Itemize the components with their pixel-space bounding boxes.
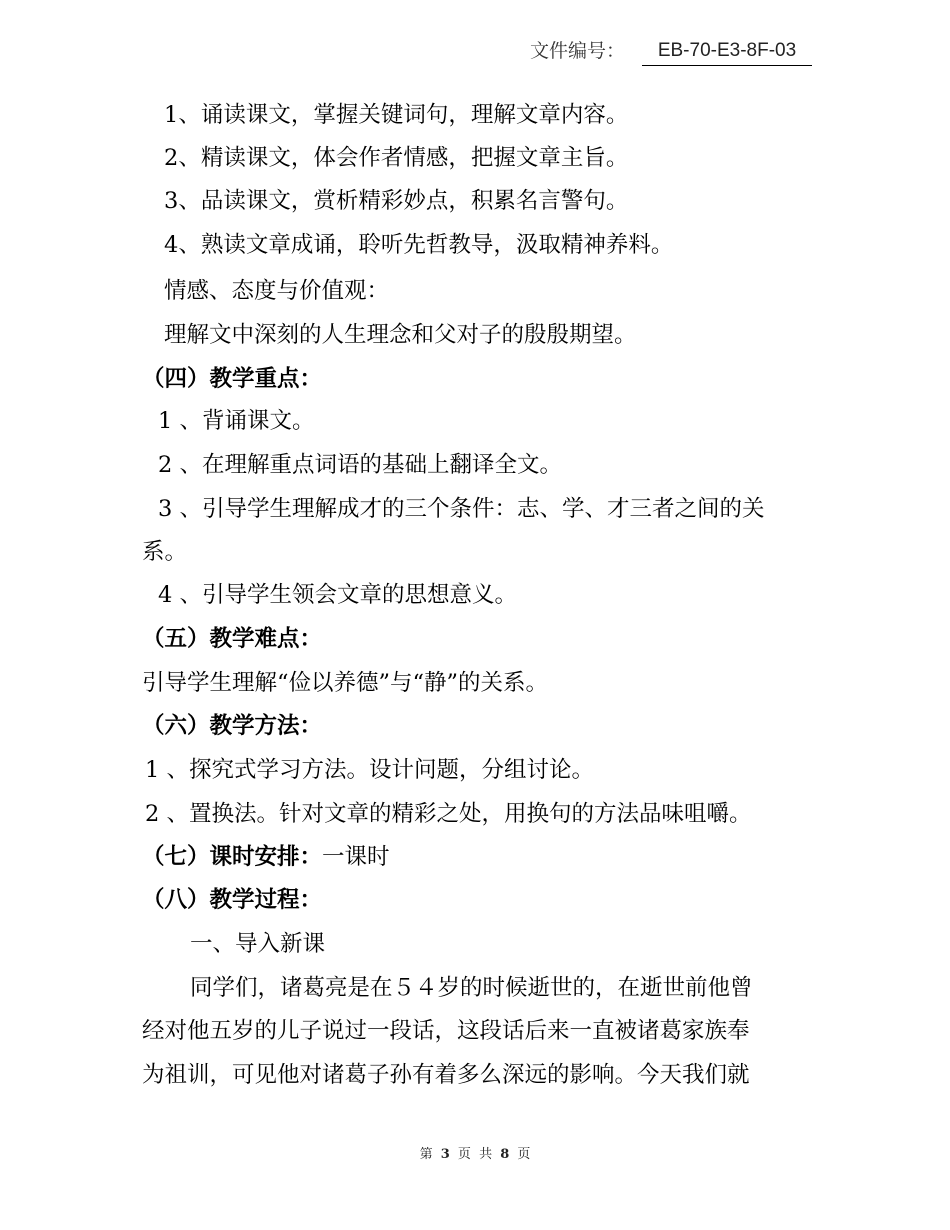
key-point-3-continued: 系。 bbox=[142, 539, 188, 565]
paragraph-line-2: 经对他五岁的儿子说过一段话，这段话后来一直被诸葛家族奉 bbox=[142, 1018, 750, 1044]
objective-item-2: 2、精读课文，体会作者情感，把握文章主旨。 bbox=[164, 145, 629, 171]
process-step-1: 一、导入新课 bbox=[190, 931, 326, 957]
section-heading-key-points: （四）教学重点： bbox=[142, 366, 323, 392]
objective-item-3: 3、品读课文，赏析精彩妙点，积累名言警句。 bbox=[164, 188, 629, 214]
footer-total-word: 共 bbox=[479, 1147, 493, 1162]
paragraph-line-3: 为祖训，可见他对诸葛子孙有着多么深远的影响。今天我们就 bbox=[142, 1062, 750, 1088]
footer-prefix: 第 bbox=[419, 1147, 433, 1162]
key-point-2: 2 、在理解重点词语的基础上翻译全文。 bbox=[158, 452, 562, 478]
footer-suffix: 页 bbox=[517, 1147, 531, 1162]
total-page-number: 8 bbox=[500, 1147, 510, 1162]
section-heading-schedule: （七）课时安排： bbox=[142, 844, 323, 870]
document-number-label: 文件编号： bbox=[530, 40, 626, 62]
difficulty-text: 引导学生理解“俭以养德”与“静”的关系。 bbox=[142, 670, 549, 696]
section-heading-methods: （六）教学方法： bbox=[142, 713, 323, 739]
section-schedule bbox=[142, 842, 390, 872]
current-page-number: 3 bbox=[440, 1147, 450, 1162]
footer-page-word: 页 bbox=[457, 1147, 471, 1162]
document-number-underline bbox=[642, 65, 812, 66]
document-number bbox=[530, 36, 812, 66]
section-heading-difficulties: （五）教学难点： bbox=[142, 626, 323, 652]
method-1: 1 、探究式学习方法。设计问题，分组讨论。 bbox=[145, 757, 594, 783]
objective-item-1: 1、诵读课文，掌握关键词句，理解文章内容。 bbox=[164, 102, 629, 128]
document-number-value: EB-70-E3-8F-03 bbox=[657, 40, 797, 61]
method-2: 2 、置换法。针对文章的精彩之处，用换句的方法品味咀嚼。 bbox=[145, 801, 752, 827]
section-heading-process: （八）教学过程： bbox=[142, 887, 323, 913]
schedule-value: 一课时 bbox=[322, 844, 390, 870]
objective-item-4: 4、熟读文章成诵，聆听先哲教导，汲取精神养料。 bbox=[164, 232, 674, 258]
emotion-heading: 情感、态度与价值观： bbox=[164, 278, 390, 304]
key-point-3: 3 、引导学生理解成才的三个条件：志、学、才三者之间的关 bbox=[158, 496, 765, 522]
key-point-1: 1 、背诵课文。 bbox=[158, 408, 315, 434]
page-footer bbox=[0, 1147, 950, 1163]
key-point-4: 4 、引导学生领会文章的思想意义。 bbox=[158, 582, 517, 608]
emotion-text: 理解文中深刻的人生理念和父对子的殷殷期望。 bbox=[164, 322, 637, 348]
paragraph-line-1: 同学们，诸葛亮是在５４岁的时候逝世的，在逝世前他曾 bbox=[190, 975, 753, 1001]
